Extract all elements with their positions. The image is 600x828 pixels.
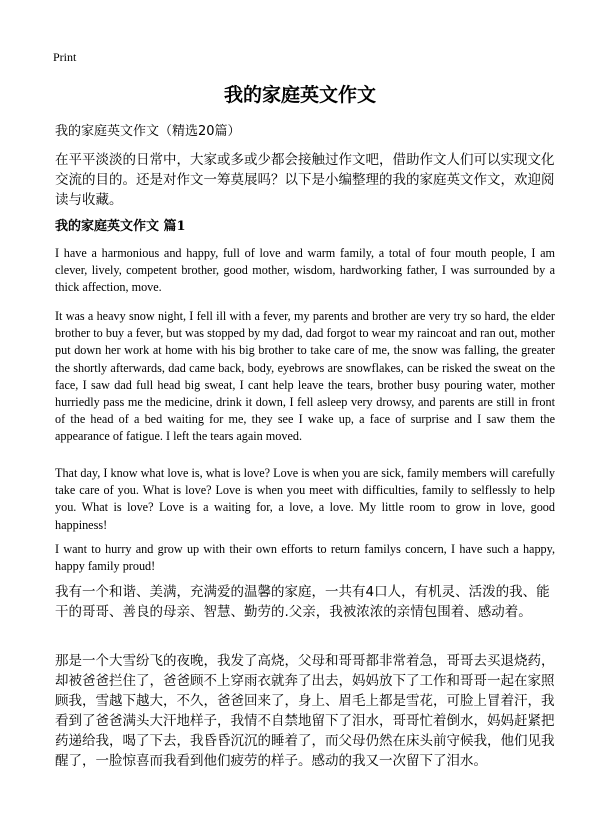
paragraph-english-1: I have a harmonious and happy, full of love and warm family, a total of four mouth people, I am clever, lively, competent brother, good mother, wisdom, hardworking father, I was surrounded by a thick affection, move.: [55, 246, 555, 295]
paragraph-english-2: It was a heavy snow night, I fell ill with a fever, my parents and brother are very try so hard, the elder brother to buy a fever, but was stopped by my dad, dad forgot to wear my raincoat and ran out, mother put down her work at home with his big brother to take care of me, the snow was falling, the greater the shortly afterwards, dad came back, body, eyebrows are snowflakes, can be risked the sweat on the face, I saw dad full head big sweat, I cant help leave the tears, brother busy pouring water, mother hurriedly pass me the medicine, drink it down, I fell asleep very drowsy, and parents are still in front of the head of a bed waiting for me, they see I wake up, a face of surprise and I saw them the appearance of fatigue. I left the tears again moved.: [55, 309, 555, 444]
document-subtitle: 我的家庭英文作文（精选20篇）: [55, 124, 241, 139]
print-label: Print: [53, 50, 77, 64]
paragraph-english-4: I want to hurry and grow up with their own efforts to return familys concern, I have such a happy, happy family proud!: [55, 542, 555, 574]
intro-paragraph: 在平平淡淡的日常中，大家或多或少都会接触过作文吧，借助作文人们可以实现文化交流的目的。还是对作文一筹莫展吗？以下是小编整理的我的家庭英文作文，欢迎阅读与收藏。: [55, 152, 555, 208]
paragraph-chinese-2: 那是一个大雪纷飞的夜晚，我发了高烧，父母和哥哥都非常着急，哥哥去买退烧药，却被爸爸拦住了，爸爸顾不上穿雨衣就奔了出去，妈妈放下了工作和哥哥一起在家照顾我，雪越下越大，不久，爸爸回来了，身上、眉毛上都是雪花，可脸上冒着汗，我看到了爸爸满头大汗地样子，我情不自禁地留下了泪水，哥哥忙着倒水，妈妈赶紧把药递给我，喝了下去，我昏昏沉沉的睡着了，而父母仍然在床头前守候我，他们见我醒了，一脸惊喜而我看到他们疲劳的样子。感动的我又一次留下了泪水。: [55, 653, 555, 769]
paragraph-english-3: That day, I know what love is, what is love? Love is when you are sick, family members will carefully take care of you. What is love? Love is when you meet with difficulties, family to selflessly to help you. What is love? Love is a waiting for, a love, a love. My little room to grow in love, good happiness!: [55, 466, 555, 532]
paragraph-chinese-1: 我有一个和谐、美满，充满爱的温馨的家庭，一共有4口人，有机灵、活泼的我、能干的哥哥、善良的母亲、智慧、勤劳的.父亲，我被浓浓的亲情包围着、感动着。: [55, 584, 550, 620]
section-heading: 我的家庭英文作文 篇1: [55, 219, 186, 234]
page-title: 我的家庭英文作文: [223, 84, 376, 106]
